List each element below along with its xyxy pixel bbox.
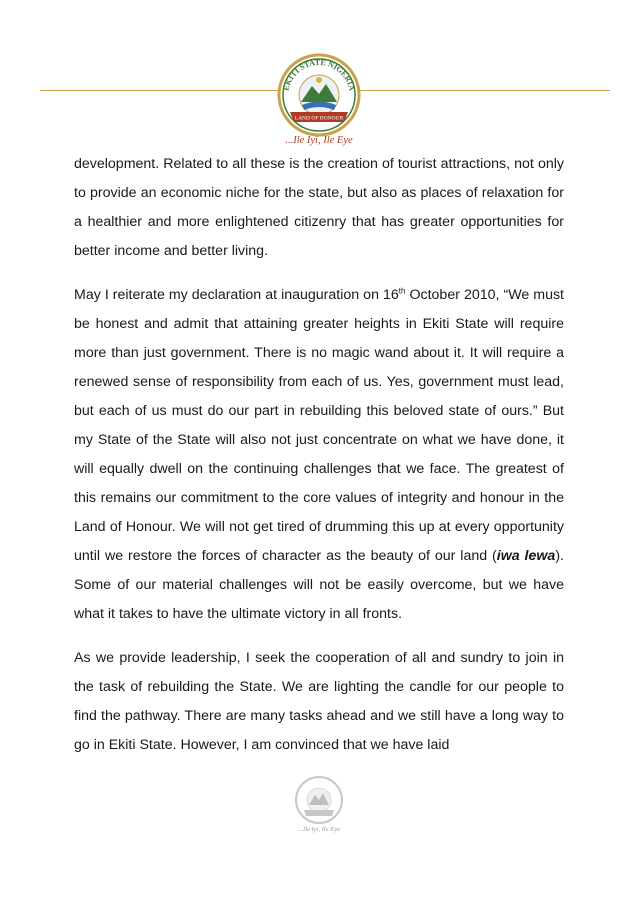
ekiti-state-seal-logo [274, 50, 364, 140]
svg-text:LAND OF HONOUR: LAND OF HONOUR [294, 115, 344, 122]
text-span: May I reiterate my declaration at inauguration on 16 [74, 287, 399, 303]
svg-text:EKITI STATE NIGERIA: EKITI STATE NIGERIA [281, 57, 357, 92]
paragraph-inauguration [74, 281, 564, 629]
text-span: October 2010, “We must be honest and admit that attaining greater heights in Ekiti State will require more than just government. There is no magic wand about it. It will require a renewed sense of responsibility from each of us. Yes, government must lead, but each of us must do our part in rebuilding this beloved state of ours.” But my State of the State will also not just concentrate on what we have done, it will equally dwell on the continuing challenges that we face. The greatest of this remains our commitment to the core values of integrity and honour in the Land of Honour. We will not get tired of drumming this up at every opportunity until we restore the forces of character as the beauty of our land ( [74, 287, 565, 564]
header-motto: ...Ile Iyi, Ile Eye [285, 135, 353, 146]
letter-body [74, 150, 564, 775]
paragraph-leadership: As we provide leadership, I seek the cooperation of all and sundry to join in the task of rebuilding the State. We are lighting the candle for our people to find the pathway. There are many tasks ahead and we still have a long way to go in Ekiti State. However, I am convinced that we have laid [74, 650, 564, 753]
footer-seal-logo [293, 774, 345, 826]
footer-motto: ...Ile Iyi, Ile Eye [298, 826, 340, 833]
iwa-lewa-phrase: iwa lewa [496, 548, 556, 564]
ordinal-suffix: th [398, 286, 406, 296]
text-span: ). Some of our material challenges will not be easily overcome, but we have what it takes to have the ultimate victory in all fronts. [74, 548, 564, 622]
paragraph-development: development. Related to all these is the creation of tourist attractions, not only to provide an economic niche for the state, but also as places of relaxation for a healthier and more enlightened citizenry that has greater opportunities for better income and better living. [74, 156, 564, 259]
